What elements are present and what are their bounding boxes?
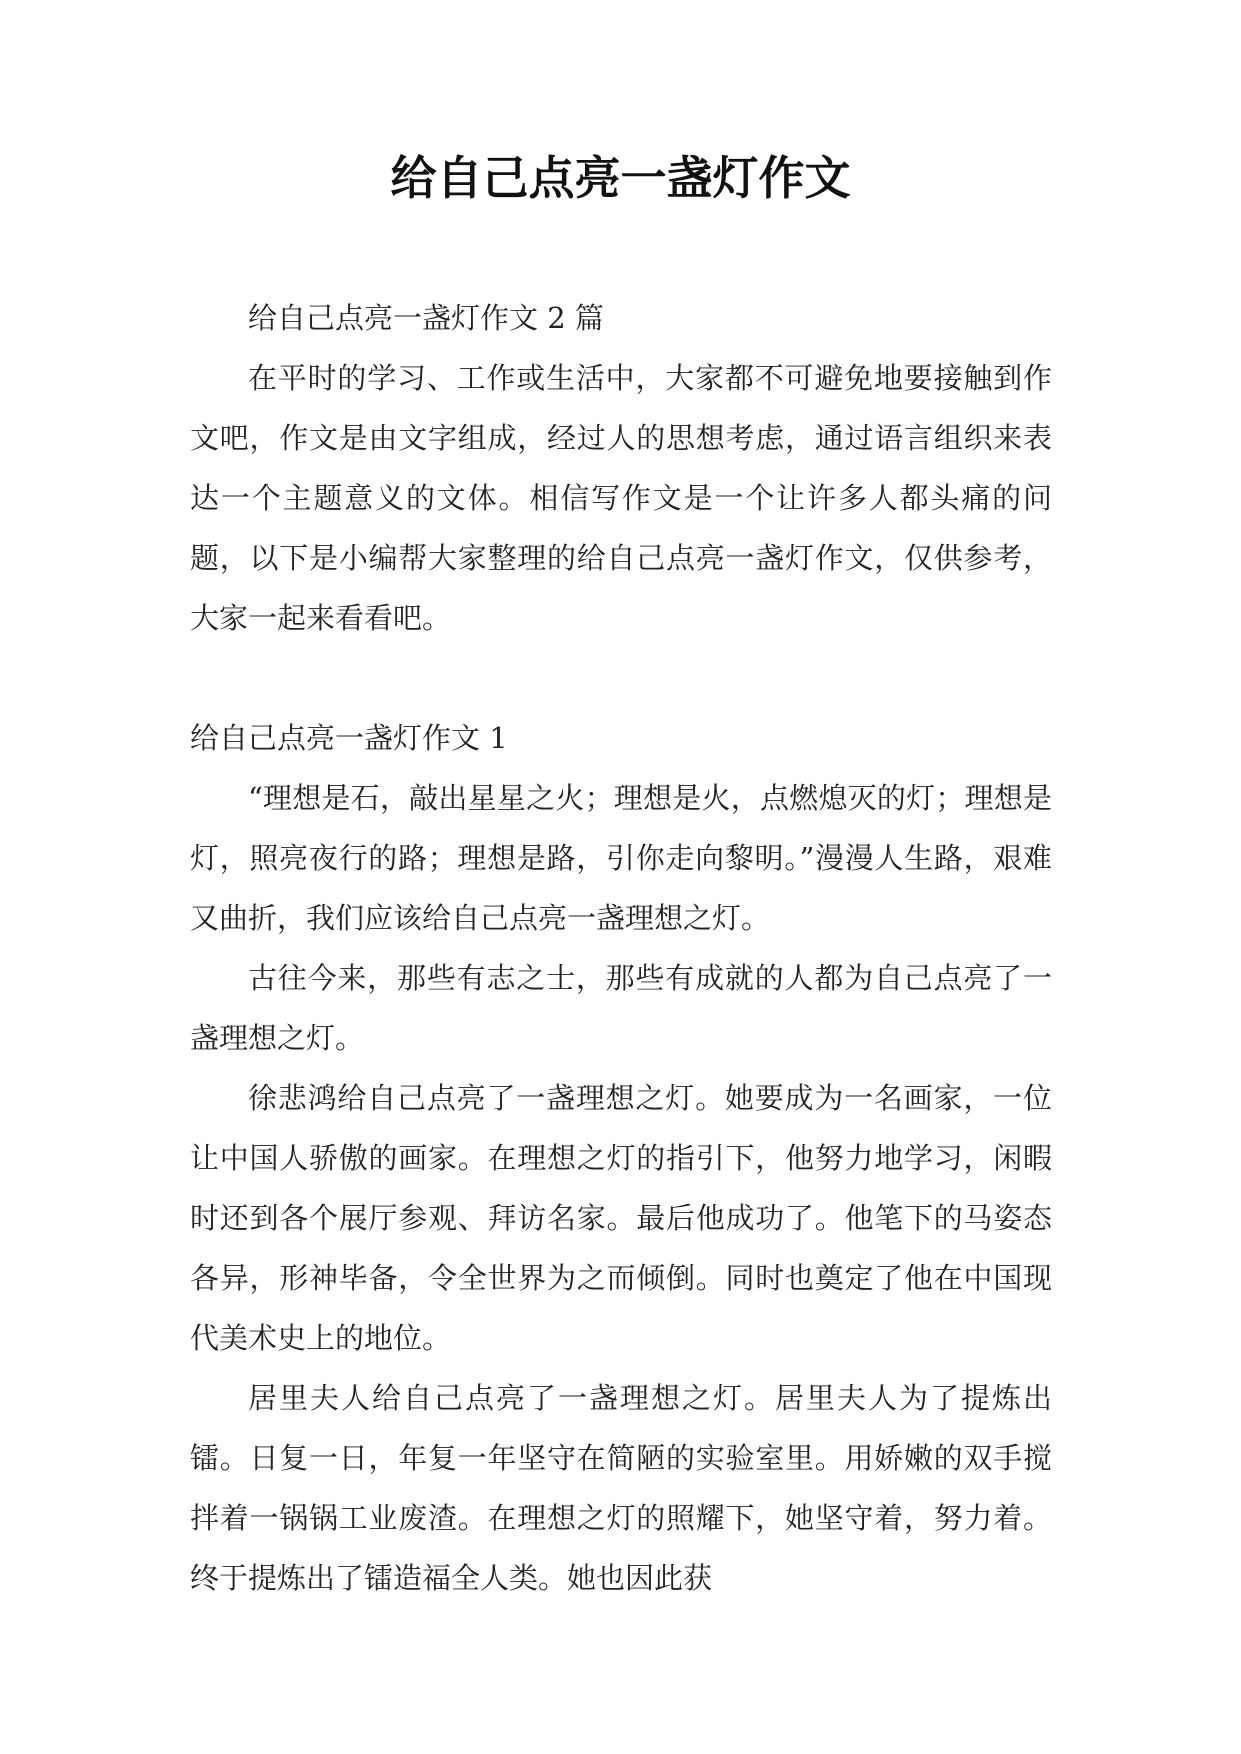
body-paragraph: “理想是石，敲出星星之火；理想是火，点燃熄灭的灯；理想是灯，照亮夜行的路；理想是路，引你走向黎明。”漫漫人生路，艰难又曲折，我们应该给自己点亮一盏理想之灯。 — [190, 781, 1052, 935]
body-paragraph: 居里夫人给自己点亮了一盏理想之灯。居里夫人为了提炼出镭。日复一日，年复一年坚守在简陋的实验室里。用娇嫩的双手搅拌着一锅锅工业废渣。在理想之灯的照耀下，她坚守着，努力着。终于提炼出了镭造福全人类。她也因此获 — [190, 1381, 1052, 1595]
body-paragraph: 徐悲鸿给自己点亮了一盏理想之灯。她要成为一名画家，一位让中国人骄傲的画家。在理想之灯的指引下，他努力地学习，闲暇时还到各个展厅参观、拜访名家。最后他成功了。他笔下的马姿态各异，形神毕备，令全世界为之而倾倒。同时也奠定了他在中国现代美术史上的地位。 — [190, 1081, 1052, 1355]
document-title: 给自己点亮一盏灯作文 — [390, 151, 851, 205]
section-spacer — [190, 648, 1052, 708]
body-paragraph: 古往今来，那些有志之士，那些有成就的人都为自己点亮了一盏理想之灯。 — [190, 961, 1052, 1055]
document-subtitle: 给自己点亮一盏灯作文 2 篇 — [248, 301, 604, 335]
intro-paragraph: 在平时的学习、工作或生活中，大家都不可避免地要接触到作文吧，作文是由文字组成，经过人的思想考虑，通过语言组织来表达一个主题意义的文体。相信写作文是一个让许多人都头痛的问题，以下是小编帮大家整理的给自己点亮一盏灯作文，仅供参考，大家一起来看看吧。 — [190, 361, 1052, 635]
section-heading: 给自己点亮一盏灯作文 1 — [190, 721, 508, 755]
document-body — [190, 288, 1052, 1608]
